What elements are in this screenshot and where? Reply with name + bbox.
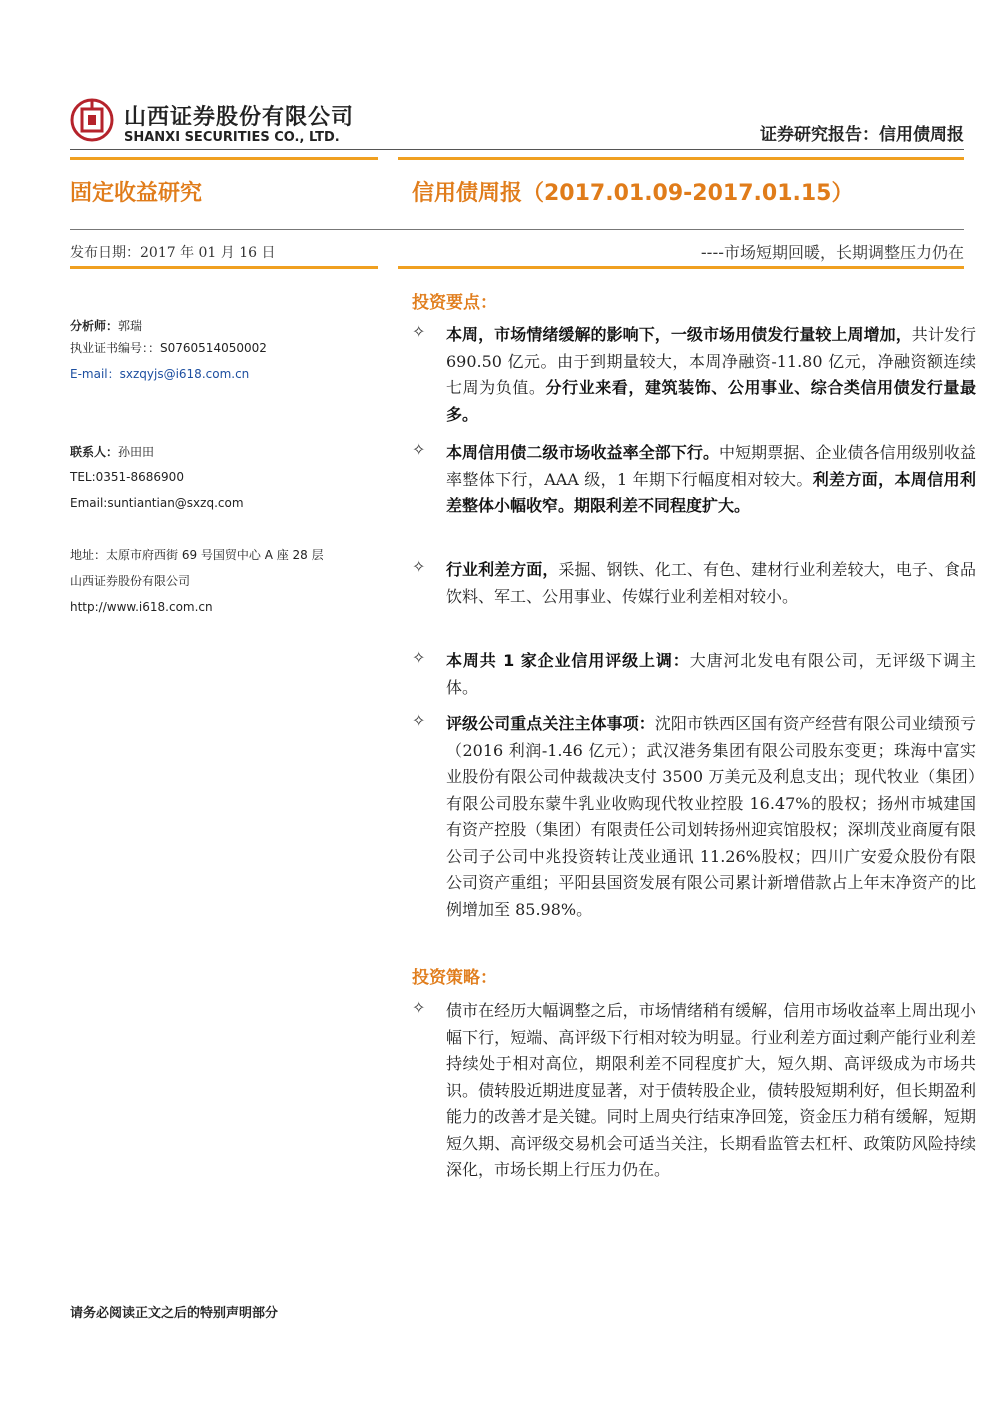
strategy-text: 债市在经历大幅调整之后，市场情绪稍有缓解，信用市场收益率上周出现小幅下行，短端、高评级下行相对较为明显。行业利差方面过剩产能行业利差持续处于相对高位，期限利差不同程度扩大，短久期、高评级成为市场共识。债转股近期进度显著，对于债转股企业，债转股短期利好，但长期盈利能力的改善才是关键。同时上周央行结束净回笼，资金压力稍有缓解，短期短久期、高评级交易机会可适当关注，长期看监管去杠杆、政策防风险持续深化，市场长期上行压力仍在。 — [446, 1001, 976, 1179]
point-2-bold-2: 利差方面，本周信用利差整体小幅收窄。期限利差不同程度扩大。 — [446, 469, 976, 515]
company-line: 山西证券股份有限公司 — [70, 574, 191, 588]
analyst-name: 郭瑞 — [118, 319, 143, 333]
diamond-star-bullet-icon: ✧ — [412, 711, 426, 730]
report-subtitle: ----市场短期回暖，长期调整压力仍在 — [700, 243, 964, 262]
analyst-email-line[interactable] — [70, 366, 249, 382]
company-name-en: SHANXI SECURITIES CO., LTD. — [124, 130, 340, 145]
cert-value: ：S0760514050002 — [148, 341, 267, 355]
point-4-bold-1: 本周共 1 家企业信用评级上调： — [446, 651, 690, 670]
point-3-bold-1: 行业利差方面， — [446, 560, 559, 579]
point-3-text-1: 采掘、钢铁、化工、有色、建材行业利差较大，电子、食品饮料、军工、公用事业、传媒行业利差相对较小。 — [446, 560, 976, 606]
key-points-heading: 投资要点： — [412, 293, 497, 313]
cert-label: 执业证书编号： — [70, 341, 149, 355]
diamond-star-bullet-icon: ✧ — [412, 648, 426, 667]
analyst-label: 分析师： — [70, 319, 119, 333]
right-column-rule — [398, 157, 964, 160]
point-4-text-1: 大唐河北发电有限公司，无评级下调主体。 — [446, 651, 976, 697]
point-5-bold-1: 评级公司重点关注主体事项： — [446, 714, 655, 733]
analyst-line — [70, 318, 142, 334]
email-label: E-mail： — [70, 367, 120, 381]
disclaimer-note: 请务必阅读正文之后的特别声明部分 — [70, 1306, 279, 1321]
diamond-star-bullet-icon: ✧ — [412, 322, 426, 341]
address: 地址：太原市府西街 69 号国贸中心 A 座 28 层 — [70, 548, 324, 562]
contact-label: 联系人： — [70, 445, 119, 459]
left-column-rule — [70, 157, 378, 160]
company-logo-icon — [70, 98, 114, 142]
contact-line — [70, 444, 154, 460]
publish-date: 发布日期：2017 年 01 月 16 日 — [70, 245, 276, 261]
contact-email: Email:suntiantian@sxzq.com — [70, 496, 244, 510]
point-1-text-1: 共计发行 690.50 亿元。由于到期量较大，本周净融资-11.80 亿元，净融资额连续七周为负值。 — [446, 325, 976, 397]
contact-name: 孙田田 — [118, 445, 155, 459]
diamond-star-bullet-icon: ✧ — [412, 440, 426, 459]
header-divider — [70, 149, 964, 150]
strategy-heading: 投资策略： — [412, 968, 497, 988]
right-date-rule — [398, 266, 964, 269]
point-5-text-1: 沈阳市铁西区国有资产经营有限公司业绩预亏（2016 利润-1.46 亿元）；武汉港务集团有限公司股东变更；珠海中富实业股份有限公司仲裁裁决支付 3500 万美元及利息支出；现代牧业（集团）有限公司股东蒙牛乳业收购现代牧业控股 16.47%的股权；扬州市城建国有资产控股（集团）有限责任公司划转扬州迎宾馆股权；深圳茂业商厦有限公司子公司中兆投资转让茂业通讯 11.26%股权；四川广安爱众股份有限公司资产重组；平阳县国资发展有限公司累计新增借款占上年末净资产的比例增加至 85.98%。 — [446, 714, 976, 919]
category-title: 固定收益研究 — [70, 181, 203, 206]
company-name-cn: 山西证券股份有限公司 — [124, 105, 355, 130]
point-2-bold-1: 本周信用债二级市场收益率全部下行。 — [446, 443, 720, 462]
point-2-text-1: 中短期票据、企业债各信用级别收益率整体下行，AAA 级，1 年期下行幅度相对较大。 — [446, 443, 976, 489]
diamond-star-bullet-icon: ✧ — [412, 557, 426, 576]
website-link[interactable]: http://www.i618.com.cn — [70, 600, 213, 614]
contact-tel: TEL:0351-8686900 — [70, 470, 184, 484]
point-1-bold-1: 本周，市场情绪缓解的影响下，一级市场用债发行量较上周增加， — [446, 325, 912, 344]
report-type: 证券研究报告：信用债周报 — [760, 125, 964, 145]
title-divider — [70, 229, 964, 230]
point-1-bold-2: 分行业来看，建筑装饰、公用事业、综合类信用债发行量最多。 — [446, 378, 976, 424]
analyst-email-link[interactable]: sxzqyjs@i618.com.cn — [119, 367, 250, 381]
cert-line — [70, 340, 267, 356]
diamond-star-bullet-icon: ✧ — [412, 998, 426, 1017]
report-title: 信用债周报（2017.01.09-2017.01.15） — [412, 181, 854, 206]
left-date-rule — [70, 266, 378, 269]
